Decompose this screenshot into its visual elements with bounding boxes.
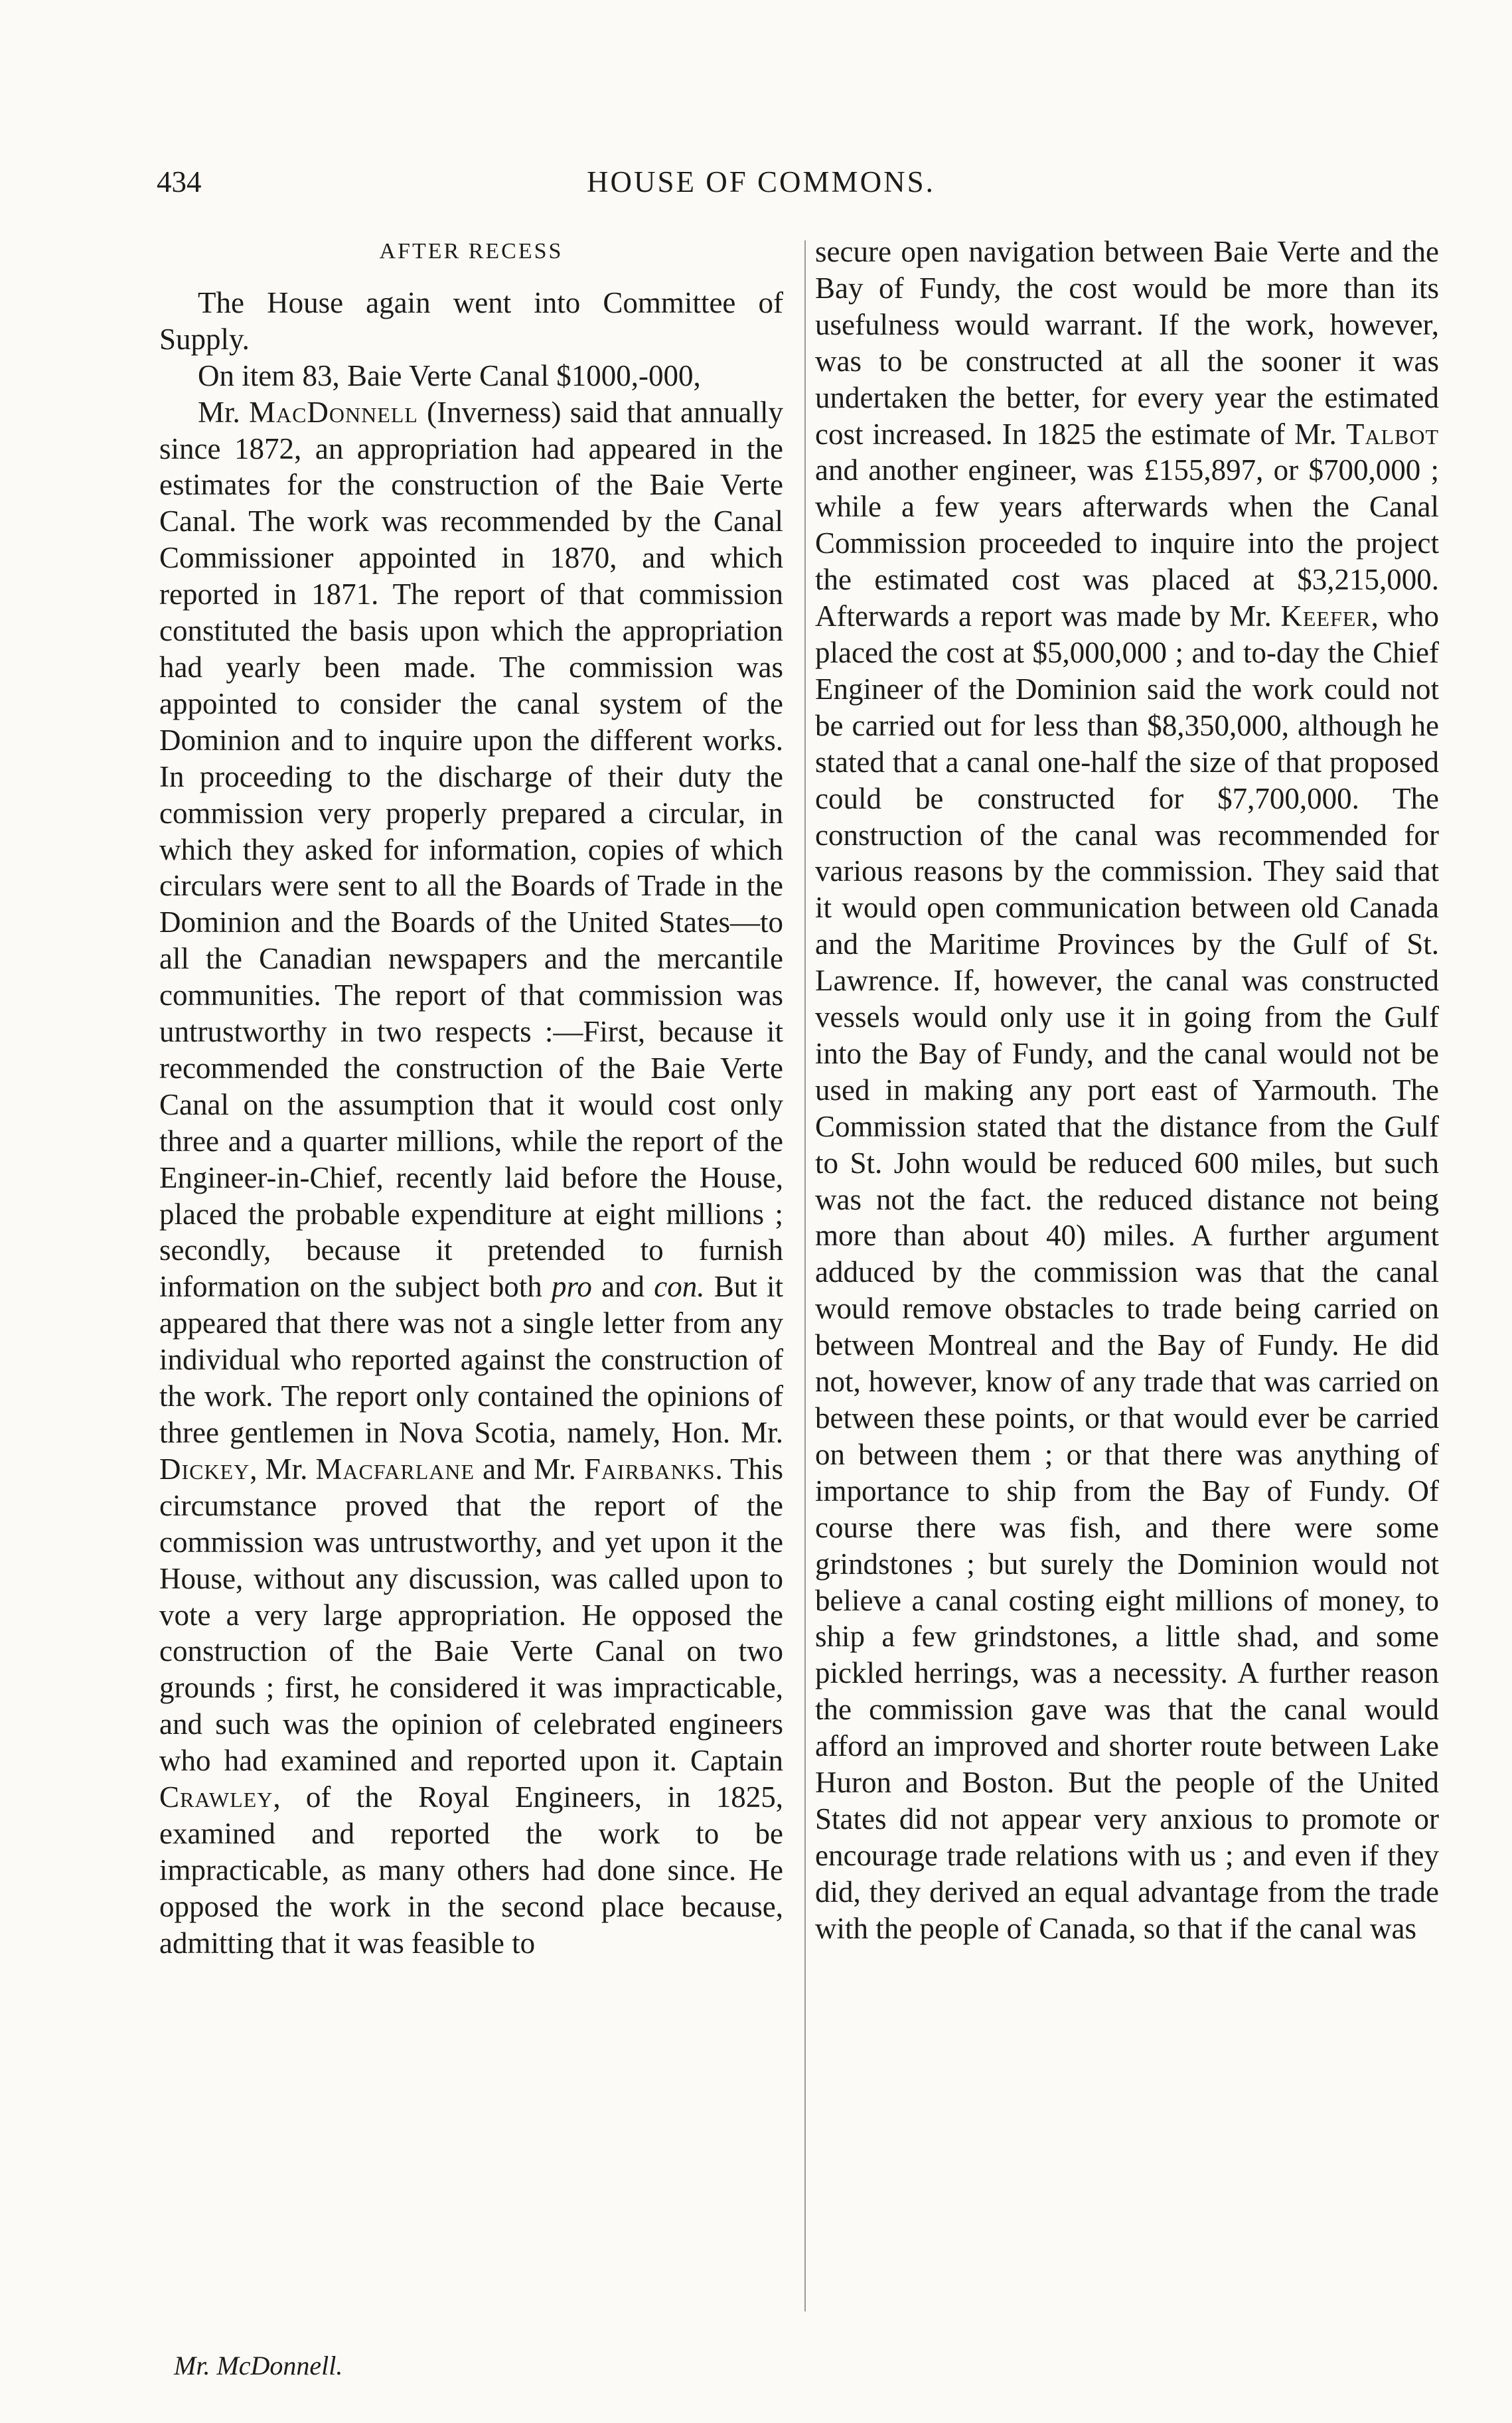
page-header bbox=[157, 165, 1365, 204]
continuation-text-2: and another engineer, was £155,897, or $700,000 ; while a few years afterwards when the Canal Commission proceeded to inquire into the project the estimated cost was placed at $3,215,000. Afterwards a report was made by Mr. bbox=[815, 453, 1439, 633]
name-crawley: Crawley bbox=[159, 1780, 273, 1814]
paragraph-speech bbox=[159, 394, 783, 1962]
running-head: HOUSE OF COMMONS. bbox=[587, 165, 935, 198]
name-macfarlane: Macfarlane bbox=[315, 1452, 475, 1486]
name-fairbanks: Fairbanks bbox=[583, 1452, 716, 1486]
speaker-name: MacDonnell bbox=[248, 395, 418, 429]
page-number: 434 bbox=[157, 165, 202, 198]
speech-text-4: , of the Royal Engineers, in 1825, examined and reported the work to be impracticable, as many others had done since. He opposed the work in the second place because, admitting that it was feasible to bbox=[159, 1780, 783, 1960]
speaker-footer: Mr. McDonnell. bbox=[174, 2351, 343, 2381]
continuation-text-1: secure open navigation between Baie Verte and the Bay of Fundy, the cost would be more than its usefulness would warrant. If the work, however, was to be constructed at all the sooner it was undertaken the better, for every year the estimated cost increased. In 1825 the estimate of Mr. bbox=[815, 235, 1439, 451]
speech-sep-1: , Mr. bbox=[250, 1452, 316, 1486]
paragraph-continuation bbox=[815, 234, 1439, 1947]
name-talbot: Talbot bbox=[1345, 417, 1439, 451]
paragraph-item: On item 83, Baie Verte Canal $1000,-000, bbox=[198, 358, 701, 392]
speech-text-1: (Inverness) said that annually since 1872, an appropriation had appeared in the estimates for the construction of the Baie Verte Canal. The work was recommended by the Canal Commissioner appointed in 1870, and which reported in 1871. The report of that commission constituted the basis upon which the appropriation had yearly been made. The commission was appointed to consider the canal system of the Dominion and to inquire upon the different works. In proceeding to the discharge of their duty the commission very properly prepared a circular, in which they asked for information, copies of which circulars were sent to all the Boards of Trade in the Dominion and the Boards of the United States—to all the Canadian newspapers and the mercantile communities. The report of that commission was untrustworthy in two respects :—First, because it recommended the construction of the Baie Verte Canal on the assumption that it would cost only three and a quarter millions, while the report of the Engineer-in-Chief, recently laid before the House, placed the probable expenditure at eight millions ; secondly, because it pretended to furnish information on the subject both bbox=[159, 395, 783, 1304]
speech-text-2: But it appeared that there was not a single letter from any individual who reported against the construction of the work. The report only contained the opinions of three gentlemen in Nova Scotia, namely, Hon. Mr. bbox=[159, 1270, 783, 1449]
speech-lead: Mr. bbox=[198, 395, 249, 429]
right-column bbox=[815, 234, 1439, 2331]
speech-and: and bbox=[591, 1270, 654, 1304]
speech-sep-2: and Mr. bbox=[475, 1452, 584, 1486]
section-heading: AFTER RECESS bbox=[379, 239, 564, 264]
paragraph-committee: The House again went into Committee of Supply. bbox=[159, 285, 783, 356]
term-con: con. bbox=[654, 1270, 705, 1304]
left-column bbox=[159, 234, 783, 2331]
speech-text-3: . This circumstance proved that the report of the commission was untrustworthy, and yet upon it the House, without any discussion, was called upon to vote a very large appropriation. He opposed the construction of the Baie Verte Canal on two grounds ; first, he considered it was impracticable, and such was the opinion of celebrated engineers who had examined and reported upon it. Captain bbox=[159, 1452, 783, 1778]
column-divider bbox=[804, 240, 806, 2311]
term-pro: pro bbox=[552, 1270, 592, 1304]
continuation-text-3: , who placed the cost at $5,000,000 ; and to-day the Chief Engineer of the Dominion said the work could not be carried out for less than $8,350,000, although he stated that a canal one-half the size of that proposed could be constructed for $7,700,000. The construction of the canal was recommended for various reasons by the commission. They said that it would open communication between old Canada and the Maritime Provinces by the Gulf of St. Lawrence. If, however, the canal was constructed vessels would only use it in going from the Gulf into the Bay of Fundy, and the canal would not be used in making any port east of Yarmouth. The Commission stated that the distance from the Gulf to St. John would be reduced 600 miles, but such was not the fact. the reduced distance not being more than about 40) miles. A further argument adduced by the commission was that the canal would remove obstacles to trade being carried on between Montreal and the Bay of Fundy. He did not, however, know of any trade that was carried on between these points, or that would ever be carried on between them ; or that there was anything of importance to ship from the Bay of Fundy. Of course there was fish, and there were some grindstones ; but surely the Dominion would not believe a canal costing eight millions of money, to ship a few grindstones, a little shad, and some pickled herrings, was a necessity. A further reason the commission gave was that the canal would afford an improved and shorter route between Lake Huron and Boston. But the people of the United States did not appear very anxious to promote or encourage trade relations with us ; and even if they did, they derived an equal advantage from the trade with the people of Canada, so that if the canal was bbox=[815, 599, 1440, 1945]
name-keefer: Keefer bbox=[1280, 599, 1371, 633]
name-dickey: Dickey bbox=[159, 1452, 250, 1486]
